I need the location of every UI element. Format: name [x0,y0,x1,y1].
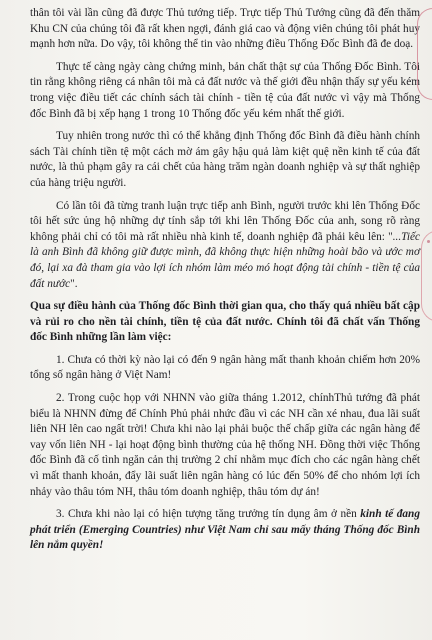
stamp-dot [427,240,430,243]
paragraph-5-heading: Qua sự điều hành của Thống đốc Bình thời gian qua, cho thấy quá nhiều bất cập và rủi ro cho nền tài chính, tiền tệ của đất nước. Chính tôi đã chất vấn Thống đốc Bình những lần làm việc: [30,300,420,344]
paragraph-7-item-2: 2. Trong cuộc họp với NHNN vào giữa tháng 1.2012, chínhThủ tướng đã phát biểu là NHNN đừng để Chính Phủ phải nhức đầu vì các NH cần xé nhau, đua lãi suất liên NH lên cao ngất trời! Chưa khi nào lại phải buộc thế chấp giữa các ngân hàng để vay vốn liên NH - lại hoạt động bình thường của hệ thống NH. Đồng thời việc Thống đốc Bình đã cố tình ngăn cản thị trường 2 chỉ nhằm mục đích cho các ngân hàng chết vì mất thanh khoản, đẩy lãi suất liên ngân hàng có lúc đến 50% để cho nhóm lợi ích nhảy vào thâu tóm NH, thâu tóm doanh nghiệp, thâu tóm dự án! [30,392,420,498]
paragraph-3: Tuy nhiên trong nước thì có thể khẳng định Thống đốc Bình đã điều hành chính sách Tài chính tiền tệ một cách mờ ám gây hậu quả làm kiệt quệ nền kinh tế của đất nước, là thủ phạm gây ra cái chết của hàng trăm ngàn doanh nghiệp và sự thất nghiệp của hàng triệu người. [30,130,420,189]
paragraph-4-end: ". [70,277,78,290]
paragraph-1: thân tôi vài lần cũng đã được Thủ tướng tiếp. Trực tiếp Thủ Tướng cũng đã đến thăm Khu CN của chúng tôi đã rất khen ngợi, đánh giá cao và động viên chúng tôi phát huy mạnh hơn nữa. Do vậy, tôi không thể tin vào những điều Thống Đốc Bình đã đe doạ. [30,7,420,51]
stamp-mark [421,230,432,322]
paragraph-4-quote: ...Tiếc là anh Bình đã không giữ được mình, đã không thực hiện những hoài bão và ước mơ đó, lại xa đà tham gia vào lợi ích nhóm làm méo mó hoạt động tài chính - tiền tệ của đất nước [30,230,420,290]
stamp-mark [417,8,432,100]
paragraph-2: Thực tế càng ngày càng chứng minh, bản chất thật sự của Thống Đốc Bình. Tôi tin rằng không riêng cá nhân tôi mà cả đất nước và thế giới đều nhận thấy sự yếu kém trong việc điều tiết các chính sách tài chính - tiền tệ của đất nước vì vậy mà Thống đốc Bình đã bị xếp hạng 1 trong 10 Thống đốc yếu kém nhất thế giới. [30,60,420,120]
paragraph-8-item-3 [30,507,420,554]
paragraph-8-emphasis: kinh tế đang phát triển (Emerging Countries) như Việt Nam chỉ sau mấy tháng Thống đốc Bình lên nắm quyền! [30,508,420,552]
paragraph-4-text: Có lần tôi đã từng tranh luận trực tiếp anh Bình, người trước khi lên Thống Đốc tôi hết sức ủng hộ những dự tính sắp tới khi lên Thống Đốc của anh, song rõ ràng không phải chỉ có tôi mà rất nhiều nhà kinh tế, doanh nghiệp đã phải kêu lên: " [30,199,420,243]
paragraph-8-text: 3. Chưa khi nào lại có hiện tượng tăng trưởng tín dụng âm ở nền [56,508,361,521]
paragraph-6-item-1: 1. Chưa có thời kỳ nào lại có đến 9 ngân hàng mất thanh khoản chiếm hơn 20% tổng số ngân hàng ở Việt Nam! [30,353,420,382]
paragraph-4 [30,199,420,293]
